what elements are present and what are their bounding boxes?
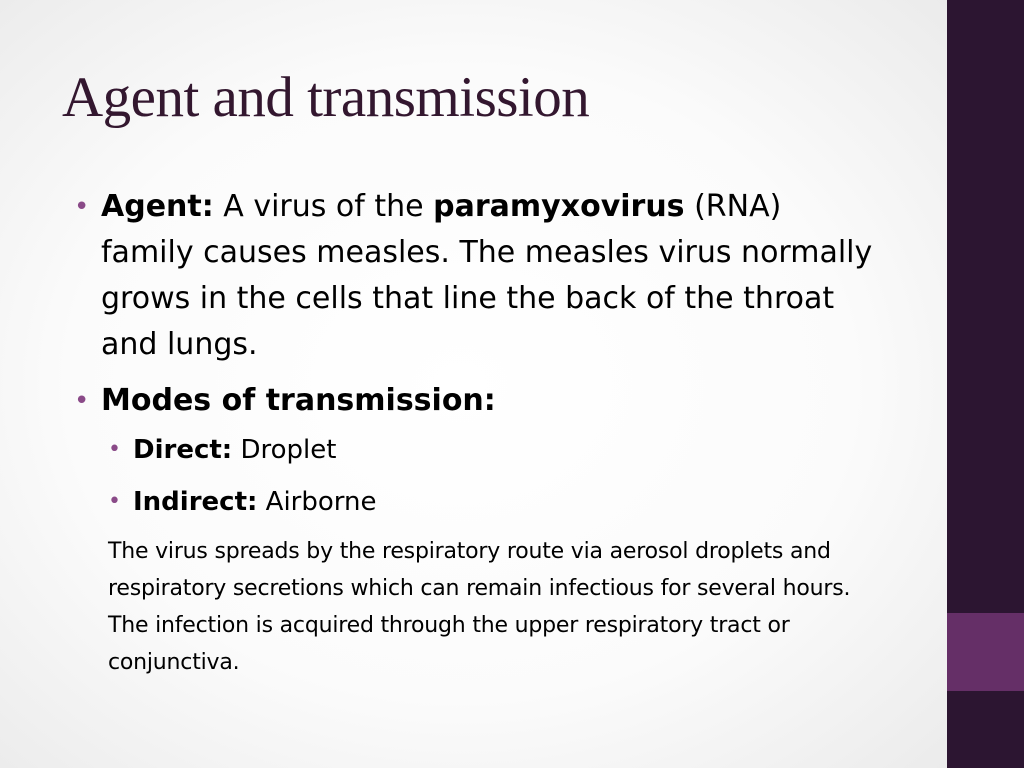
bullet-agent — [74, 184, 874, 368]
sidebar-accent-block — [947, 613, 1024, 691]
bullet-modes — [74, 378, 874, 424]
agent-bold-term: paramyxovirus — [433, 189, 685, 224]
agent-text-after: (RNA) family causes measles. The measles virus normally grows in the cells that line the back of the throat and lungs. — [101, 189, 873, 362]
modes-label: Modes of transmission: — [101, 383, 496, 418]
agent-text-before: A virus of the — [213, 189, 434, 224]
slide-title: Agent and transmission — [62, 66, 590, 129]
agent-label: Agent: — [101, 189, 214, 224]
direct-label: Direct: — [133, 435, 233, 465]
sub-bullet-indirect — [108, 485, 874, 519]
direct-value: Droplet — [232, 435, 337, 465]
slide-content — [74, 184, 874, 681]
bullet-dot-icon: • — [74, 192, 90, 222]
bullet-dot-icon: • — [74, 386, 90, 416]
indirect-label: Indirect: — [133, 487, 258, 517]
bullet-dot-icon: • — [108, 489, 121, 514]
sub-bullet-direct — [108, 433, 874, 467]
bullet-dot-icon: • — [108, 437, 121, 462]
indirect-value: Airborne — [257, 487, 377, 517]
transmission-note: The virus spreads by the respiratory route via aerosol droplets and respiratory secretions which can remain infectious for several hours. The infection is acquired through the upper respiratory tract or conjunctiva. — [108, 539, 851, 675]
